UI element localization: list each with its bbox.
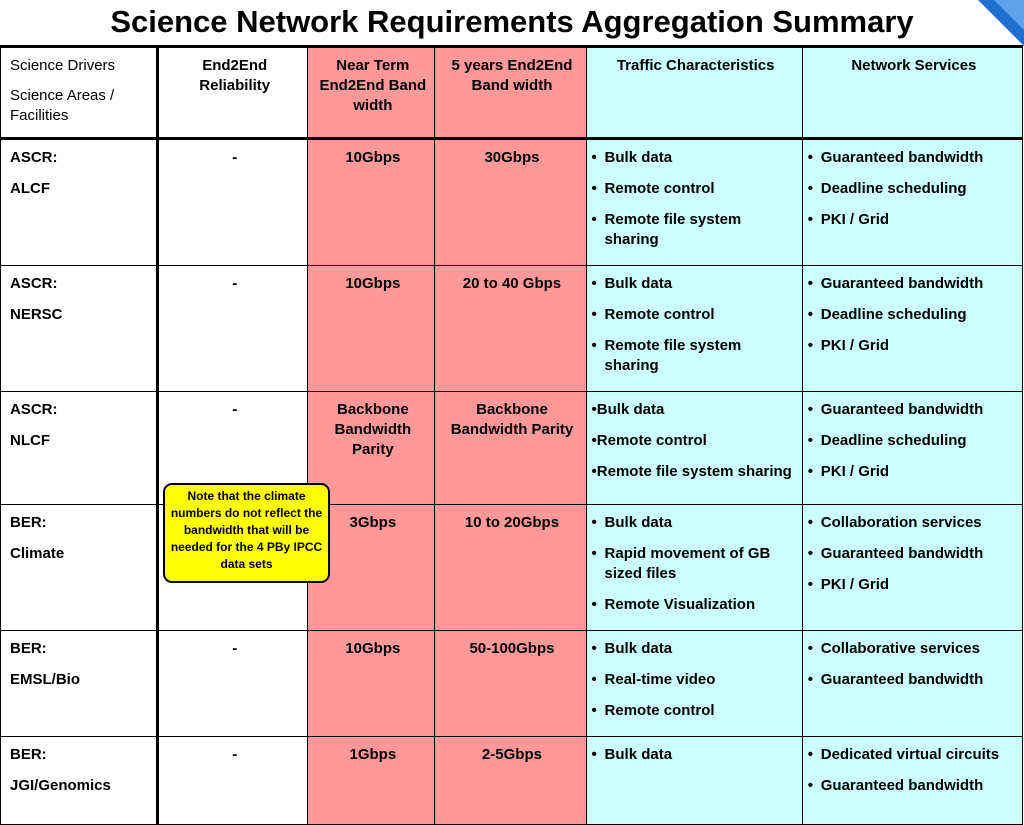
traffic-list [591,513,796,615]
five-year-bandwidth-cell: 20 to 40 Gbps [435,266,586,392]
traffic-item: • Remote Visualization [591,595,796,615]
traffic-item: • Bulk data [591,745,796,765]
header-science-areas-label: Science Areas / Facilities [10,87,115,124]
science-driver-cell [1,139,158,266]
service-item: • PKI / Grid [807,336,1016,356]
header-row [1,47,1023,139]
near-term-bandwidth-cell: Backbone Bandwidth Parity [308,392,435,505]
services-list [807,745,1016,796]
service-item: • Collaboration services [807,513,1016,533]
header-science-drivers [1,47,158,139]
near-term-bandwidth-cell: 1Gbps [308,737,435,825]
science-area: ASCR: [10,401,58,418]
table-row [1,737,1023,825]
traffic-characteristics-cell [586,631,802,737]
network-services-cell [802,139,1022,266]
science-driver-cell [1,505,158,631]
traffic-item: • Real-time video [591,670,796,690]
network-services-cell [802,266,1022,392]
service-item: • Guaranteed bandwidth [807,670,1016,690]
header-five-years: 5 years End2End Band width [435,47,586,139]
reliability-cell: - [158,139,308,266]
services-list [807,148,1016,230]
network-services-cell [802,392,1022,505]
traffic-item: •Remote file system sharing [591,463,792,480]
service-item: • Guaranteed bandwidth [807,148,1016,168]
traffic-list [591,639,796,721]
traffic-item: •Bulk data [591,401,665,418]
science-driver-cell [1,392,158,505]
traffic-characteristics-cell [586,392,802,505]
science-area: BER: [10,746,47,763]
table-row [1,505,1023,631]
science-area: BER: [10,640,47,657]
five-year-bandwidth-cell: 10 to 20Gbps [435,505,586,631]
service-item: • Deadline scheduling [807,305,1016,325]
table-row [1,266,1023,392]
facility-name: NERSC [10,306,63,323]
service-item: • PKI / Grid [807,462,1016,482]
traffic-list [591,274,796,376]
traffic-item: • Bulk data [591,513,796,533]
near-term-bandwidth-cell: 10Gbps [308,139,435,266]
traffic-item: •Remote control [591,432,707,449]
near-term-bandwidth-cell: 3Gbps [308,505,435,631]
reliability-cell: - [158,737,308,825]
facility-name: EMSL/Bio [10,671,80,688]
five-year-bandwidth-cell: 2-5Gbps [435,737,586,825]
services-list [807,513,1016,595]
service-item: • Dedicated virtual circuits [807,745,1016,765]
header-science-drivers-label: Science Drivers [10,57,116,74]
page-title: Science Network Requirements Aggregation Summary [110,4,914,39]
traffic-characteristics-cell [586,139,802,266]
facility-name: JGI/Genomics [10,777,111,794]
traffic-item: • Bulk data [591,148,796,168]
table-row [1,392,1023,505]
traffic-characteristics-cell [586,737,802,825]
science-driver-cell [1,266,158,392]
reliability-cell: - [158,392,308,505]
traffic-characteristics-cell [586,266,802,392]
science-driver-cell [1,631,158,737]
header-reliability: End2End Reliability [158,47,308,139]
table-row [1,139,1023,266]
network-services-cell [802,631,1022,737]
traffic-item: • Remote file system sharing [591,210,796,250]
services-list [807,400,1016,482]
table-row [1,631,1023,737]
near-term-bandwidth-cell: 10Gbps [308,631,435,737]
five-year-bandwidth-cell: 30Gbps [435,139,586,266]
network-services-cell [802,737,1022,825]
service-item: • Guaranteed bandwidth [807,274,1016,294]
science-area: ASCR: [10,149,58,166]
traffic-item: • Remote control [591,701,796,721]
science-area: BER: [10,514,47,531]
service-item: • PKI / Grid [807,575,1016,595]
traffic-item: • Remote file system sharing [591,336,796,376]
service-item: • Collaborative services [807,639,1016,659]
reliability-cell: - [158,631,308,737]
service-item: • Deadline scheduling [807,179,1016,199]
traffic-item: • Remote control [591,179,796,199]
service-item: • Deadline scheduling [807,431,1016,451]
service-item: • Guaranteed bandwidth [807,544,1016,564]
traffic-item: • Remote control [591,305,796,325]
traffic-list [592,400,796,482]
header-services: Network Services [802,47,1022,139]
facility-name: Climate [10,545,65,562]
traffic-item: • Bulk data [591,639,796,659]
traffic-list [591,148,796,250]
services-list [807,274,1016,356]
science-area: ASCR: [10,275,58,292]
traffic-item: • Rapid movement of GB sized files [591,544,796,584]
facility-name: NLCF [10,432,50,449]
header-traffic: Traffic Characteristics [586,47,802,139]
services-list [807,639,1016,690]
five-year-bandwidth-cell: 50-100Gbps [435,631,586,737]
climate-note-callout: Note that the climate numbers do not reflect the bandwidth that will be needed for the 4 PBy IPCC data sets [163,483,330,583]
header-near-term: Near Term End2End Band width [308,47,435,139]
reliability-cell: - [158,266,308,392]
requirements-table [0,45,1023,825]
corner-decoration-highlight [994,0,1024,30]
service-item: • Guaranteed bandwidth [807,776,1016,796]
traffic-characteristics-cell [586,505,802,631]
near-term-bandwidth-cell: 10Gbps [308,266,435,392]
facility-name: ALCF [10,180,50,197]
traffic-list [591,745,796,765]
five-year-bandwidth-cell: Backbone Bandwidth Parity [435,392,586,505]
network-services-cell [802,505,1022,631]
service-item: • PKI / Grid [807,210,1016,230]
traffic-item: • Bulk data [591,274,796,294]
science-driver-cell [1,737,158,825]
service-item: • Guaranteed bandwidth [807,400,1016,420]
